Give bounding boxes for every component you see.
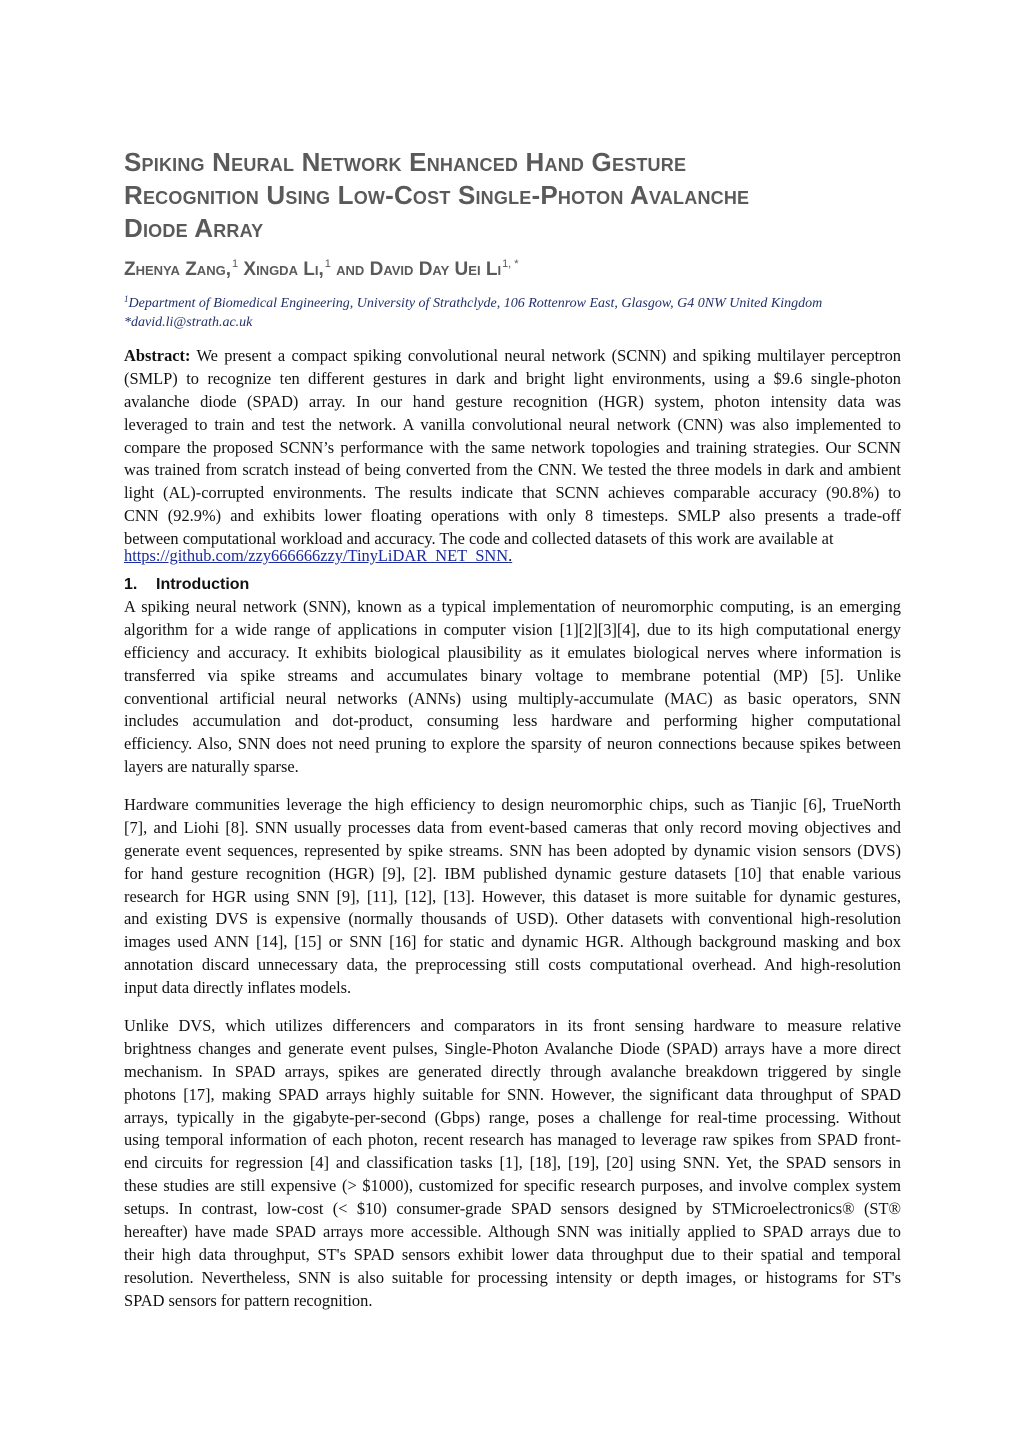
- affiliation: [124, 290, 914, 332]
- github-link[interactable]: https://github.com/zzy666666zzy/TinyLiDAR_NET_SNN: [124, 546, 509, 565]
- paragraph-line: input data directly inflates models.: [124, 978, 352, 998]
- paragraph-line: setups. In contrast, low-cost (< $10) consumer-grade SPAD sensors designed by STMicroelectronics® (ST®: [124, 1199, 901, 1219]
- title-line: Recognition Using Low-Cost Single-Photon Avalanche: [124, 180, 750, 210]
- abstract-line: leveraged to train and test the network. A vanilla convolutional neural network (CNN) was also implemented to: [124, 414, 901, 434]
- intro-paragraph-2: [124, 794, 901, 1000]
- link-period: .: [508, 546, 513, 565]
- paragraph-line: hereafter) have made SPAD arrays more accessible. Although SNN was initially applied to SPAD arrays due to: [124, 1222, 901, 1242]
- paragraph-line: transferred via spike streams and accumulates binary voltage to membrane potential (MP) [5]. Unlike: [124, 665, 901, 685]
- paragraph-line: photons [17], making SPAD arrays highly suitable for SNN. However, the significant data throughput of SPAD: [124, 1084, 901, 1104]
- abstract-line: avalanche diode (SPAD) array. In our hand gesture recognition (HGR) system, photon intensity data was: [124, 391, 901, 411]
- paragraph-line: A spiking neural network (SNN), known as a typical implementation of neuromorphic computing, is an emerging: [124, 597, 901, 616]
- paragraph-line: research for HGR using SNN [9], [11], [12], [13]. However, this dataset is more suitable for dynamic gestures,: [124, 886, 901, 906]
- paragraph-line: Unlike DVS, which utilizes differencers and comparators in its front sensing hardware to measure relative: [124, 1016, 901, 1035]
- paragraph-line: for hand gesture recognition (HGR) [9], [2]. IBM published dynamic gesture datasets [10] that enable various: [124, 863, 901, 883]
- paper-title: [124, 146, 914, 245]
- corresponding-email[interactable]: *david.li@strath.ac.uk: [124, 315, 253, 330]
- author-name: Xingda Li,: [243, 259, 324, 280]
- paragraph-line: efficiency. Also, SNN does not need pruning to explore the sparsity of neuron connections because spikes between: [124, 734, 901, 754]
- paragraph-line: includes accumulation and dot-product, consuming less hardware and performing higher computational: [124, 711, 901, 731]
- paragraph-line: algorithm for a wide range of applications in computer vision [1][2][3][4], due to its high computational energy: [124, 619, 901, 639]
- section-heading: [124, 576, 249, 594]
- paragraph-line: using temporal information of each photon, recent research has managed to leverage raw spikes from SPAD front-: [124, 1130, 901, 1150]
- paragraph-line: and existing DVS is expensive (normally thousands of USD). Other datasets with conventional high-resolution: [124, 909, 901, 929]
- paragraph-line: Hardware communities leverage the high efficiency to design neuromorphic chips, such as Tianjic [6], TrueNorth: [124, 795, 901, 814]
- paragraph-line: end circuits for regression [4] and classification tasks [1], [18], [19], [20] using SNN. Yet, the SPAD sensors in: [124, 1153, 901, 1173]
- abstract-line: We present a compact spiking convolutional neural network (SCNN) and spiking multilayer perceptron: [196, 346, 901, 365]
- author-name: David Day Uei Li: [369, 259, 502, 280]
- author-list: [124, 258, 519, 281]
- abstract-line: CNN (92.9%) and exhibits lower floating operations with only 8 timesteps. SMLP also presents a trade-off: [124, 506, 901, 526]
- abstract-line: light (AL)-corrupted environments. The results indicate that SCNN achieves comparable accuracy (90.8%) to: [124, 483, 901, 503]
- paragraph-line: efficiency and accuracy. It exhibits biological plausibility as it emulates biological nerves where information is: [124, 642, 901, 662]
- section-number: 1.: [124, 576, 138, 593]
- author-affiliation-mark: 1: [231, 258, 239, 270]
- paragraph-line: resolution. Nevertheless, SNN is also suitable for processing intensity or depth images, or histograms for ST's: [124, 1267, 901, 1287]
- paragraph-line: their high data throughput, ST's SPAD sensors exhibit lower data throughput due to their spatial and temporal: [124, 1244, 901, 1264]
- paragraph-line: these studies are still expensive (> $1000), customized for specific research purposes, and involve complex system: [124, 1176, 901, 1196]
- title-line: Spiking Neural Network Enhanced Hand Gesture: [124, 147, 687, 177]
- code-link-row: [124, 546, 512, 566]
- abstract-line: between computational workload and accuracy. The code and collected datasets of this work are available at: [124, 529, 834, 549]
- intro-paragraph-1: [124, 596, 901, 779]
- paragraph-line: mechanism. In SPAD arrays, spikes are generated directly through avalanche breakdown triggered by single: [124, 1061, 901, 1081]
- paragraph-line: layers are naturally sparse.: [124, 757, 299, 777]
- paragraph-line: images used ANN [14], [15] or SNN [16] for static and dynamic HGR. Although background masking and box: [124, 932, 901, 952]
- author-conjunction: and: [336, 259, 365, 280]
- section-title: Introduction: [156, 576, 250, 593]
- paragraph-line: generate event sequences, represented by spike streams. SNN has been adopted by dynamic vision sensors (DVS): [124, 840, 901, 860]
- paragraph-line: SPAD sensors for pattern recognition.: [124, 1290, 373, 1310]
- paragraph-line: arrays, typically in the gigabyte-per-second (Gbps) range, poses a challenge for real-time processing. Without: [124, 1107, 901, 1127]
- paragraph-line: annotation discard unnecessary data, the preprocessing still costs computational overhead. And high-resolution: [124, 955, 901, 975]
- title-line: Diode Array: [124, 213, 264, 243]
- affiliation-text: Department of Biomedical Engineering, University of Strathclyde, 106 Rottenrow East, Glasgow, G4 0NW United Kingdom: [128, 296, 823, 311]
- intro-paragraph-3: [124, 1015, 901, 1313]
- abstract-label: Abstract:: [124, 346, 191, 365]
- paragraph-line: brightness changes and generate event pulses, Single-Photon Avalanche Diode (SPAD) arrays have a more direct: [124, 1038, 901, 1058]
- affiliation-mark: 1: [124, 294, 129, 304]
- abstract-line: (SMLP) to recognize ten different gestures in dark and bright light environments, using a $9.6 single-photon: [124, 368, 901, 388]
- author-affiliation-mark: 1, *: [502, 258, 519, 270]
- author-affiliation-mark: 1: [324, 258, 331, 270]
- author-name: Zhenya Zang,: [124, 259, 231, 280]
- abstract-line: was trained from scratch instead of being converted from the CNN. We tested the three models in dark and ambient: [124, 460, 901, 480]
- paragraph-line: [7], and Liohi [8]. SNN usually processes data from event-based cameras that only record moving objectives and: [124, 817, 901, 837]
- paragraph-line: conventional artificial neural networks (ANNs) using multiply-accumulate (MAC) as basic operators, SNN: [124, 688, 901, 708]
- abstract-line: compare the proposed SCNN’s performance with the same network topologies and training strategies. Our SCNN: [124, 437, 901, 457]
- abstract: [124, 345, 901, 551]
